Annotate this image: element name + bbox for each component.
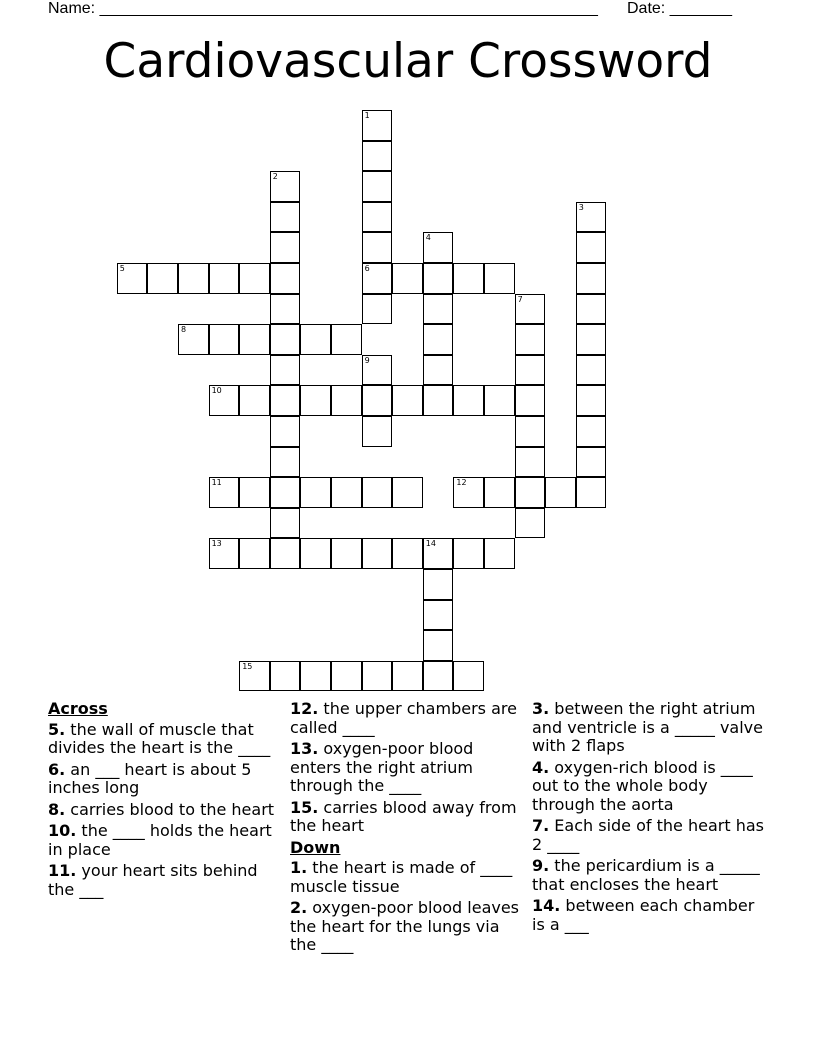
- cell-number: 4: [425, 233, 431, 243]
- grid-cell[interactable]: [576, 324, 607, 355]
- grid-cell[interactable]: [209, 385, 240, 416]
- grid-cell[interactable]: [423, 232, 454, 263]
- clue-text: the heart is made of ____ muscle tissue: [290, 858, 513, 896]
- clue-across-15: [290, 799, 520, 836]
- clue-across-12: [290, 700, 520, 737]
- clue-text: oxygen-poor blood leaves the heart for the lungs via the ____: [290, 898, 520, 954]
- clue-down-7: [532, 817, 772, 854]
- clue-text: carries blood away from the heart: [290, 797, 517, 835]
- grid-cell[interactable]: [423, 263, 454, 294]
- grid-cell[interactable]: [423, 600, 454, 631]
- grid-cell[interactable]: [147, 263, 178, 294]
- grid-cell[interactable]: [392, 385, 423, 416]
- cell-number: 15: [242, 661, 253, 671]
- name-field-label: Name: ________________________________________________________: [48, 0, 598, 17]
- grid-cell[interactable]: [423, 661, 454, 692]
- cell-number: 12: [456, 478, 467, 488]
- cell-number: 10: [211, 386, 222, 396]
- clue-down-3: [532, 700, 772, 756]
- grid-cell[interactable]: [423, 385, 454, 416]
- grid-cell[interactable]: [515, 385, 546, 416]
- clue-across-6: [48, 761, 278, 798]
- date-field-label: Date: _______: [627, 0, 732, 17]
- clue-text: oxygen-rich blood is ____ out to the whole body through the aorta: [532, 757, 753, 814]
- cell-number: 7: [517, 294, 523, 304]
- grid-cell[interactable]: [362, 355, 393, 386]
- clue-down-14: [532, 897, 772, 934]
- grid-cell[interactable]: [270, 538, 301, 569]
- grid-cell[interactable]: [423, 355, 454, 386]
- grid-cell[interactable]: [270, 385, 301, 416]
- grid-cell[interactable]: [209, 324, 240, 355]
- clue-text: the wall of muscle that divides the heart is the ____: [48, 719, 271, 757]
- clue-down-1: [290, 859, 520, 896]
- across-clues-column-1: [48, 700, 278, 902]
- grid-cell[interactable]: [576, 294, 607, 325]
- cell-number: 8: [181, 325, 187, 335]
- clue-text: your heart sits behind the ___: [48, 861, 258, 899]
- clue-text: carries blood to the heart: [65, 799, 275, 819]
- clue-number: 12.: [290, 699, 319, 718]
- grid-cell[interactable]: [423, 294, 454, 325]
- grid-cell[interactable]: [484, 263, 515, 294]
- clue-across-11: [48, 862, 278, 899]
- grid-cell[interactable]: [515, 324, 546, 355]
- grid-cell[interactable]: [270, 202, 301, 233]
- grid-cell[interactable]: [239, 538, 270, 569]
- grid-cell[interactable]: [515, 355, 546, 386]
- page-title: Cardiovascular Crossword: [103, 34, 713, 89]
- clue-text: an ___ heart is about 5 inches long: [48, 759, 252, 797]
- grid-cell[interactable]: [423, 569, 454, 600]
- grid-cell[interactable]: [515, 416, 546, 447]
- grid-cell[interactable]: [362, 477, 393, 508]
- grid-cell[interactable]: [453, 263, 484, 294]
- clue-across-8: [48, 801, 278, 820]
- grid-cell[interactable]: [362, 294, 393, 325]
- grid-cell[interactable]: [453, 538, 484, 569]
- grid-cell[interactable]: [270, 477, 301, 508]
- clue-number: 4.: [532, 757, 550, 777]
- clue-number: 14.: [532, 896, 561, 915]
- grid-cell[interactable]: [300, 538, 331, 569]
- cell-number: 1: [364, 111, 370, 120]
- clue-number: 8.: [48, 799, 66, 819]
- down-clues-column-3: [532, 700, 772, 937]
- grid-cell[interactable]: [239, 477, 270, 508]
- grid-cell[interactable]: [362, 232, 393, 263]
- clue-number: 7.: [532, 816, 550, 835]
- clue-number: 6.: [48, 759, 66, 779]
- cell-number: 5: [119, 264, 125, 273]
- cell-number: 9: [364, 355, 370, 365]
- grid-cell[interactable]: [270, 232, 301, 263]
- grid-cell[interactable]: [576, 263, 607, 294]
- grid-cell[interactable]: [362, 385, 393, 416]
- clue-down-9: [532, 857, 772, 894]
- grid-cell[interactable]: [239, 263, 270, 294]
- grid-cell[interactable]: [362, 202, 393, 233]
- grid-cell[interactable]: [239, 385, 270, 416]
- clue-across-5: [48, 721, 278, 758]
- clue-number: 1.: [290, 858, 308, 877]
- grid-cell[interactable]: [331, 385, 362, 416]
- grid-cell[interactable]: [515, 508, 546, 539]
- clue-number: 2.: [290, 898, 308, 917]
- grid-cell[interactable]: [453, 385, 484, 416]
- grid-cell[interactable]: [453, 477, 484, 508]
- grid-cell[interactable]: [270, 294, 301, 325]
- grid-cell[interactable]: [270, 171, 301, 202]
- cell-number: 11: [211, 478, 222, 488]
- grid-cell[interactable]: [576, 477, 607, 508]
- grid-cell[interactable]: [362, 538, 393, 569]
- clue-text: the upper chambers are called ____: [290, 699, 517, 737]
- grid-cell[interactable]: [576, 232, 607, 263]
- clue-across-10: [48, 822, 278, 859]
- clue-number: 13.: [290, 739, 319, 758]
- cell-number: 2: [272, 172, 278, 182]
- clue-number: 11.: [48, 861, 77, 880]
- grid-cell[interactable]: [453, 661, 484, 692]
- clue-number: 3.: [532, 699, 550, 718]
- grid-cell[interactable]: [270, 661, 301, 692]
- grid-cell[interactable]: [209, 477, 240, 508]
- grid-cell[interactable]: [239, 661, 270, 692]
- clue-text: between each chamber is a ___: [532, 896, 755, 934]
- clue-number: 9.: [532, 856, 550, 875]
- grid-cell[interactable]: [270, 447, 301, 478]
- grid-cell[interactable]: [270, 263, 301, 294]
- grid-cell[interactable]: [576, 416, 607, 447]
- grid-cell[interactable]: [270, 324, 301, 355]
- clue-across-13: [290, 740, 520, 796]
- grid-cell[interactable]: [392, 477, 423, 508]
- grid-cell[interactable]: [362, 661, 393, 692]
- grid-cell[interactable]: [300, 385, 331, 416]
- grid-cell[interactable]: [576, 202, 607, 233]
- cell-number: 3: [578, 202, 584, 212]
- grid-cell[interactable]: [331, 477, 362, 508]
- grid-cell[interactable]: [576, 385, 607, 416]
- grid-cell[interactable]: [392, 538, 423, 569]
- clues-column-2: [290, 700, 520, 958]
- across-heading: Across: [48, 699, 108, 718]
- grid-cell[interactable]: [362, 171, 393, 202]
- cell-number: 14: [425, 539, 436, 549]
- clue-down-2: [290, 899, 520, 955]
- grid-cell[interactable]: [300, 477, 331, 508]
- grid-cell[interactable]: [209, 538, 240, 569]
- grid-cell[interactable]: [270, 508, 301, 539]
- grid-cell[interactable]: [484, 477, 515, 508]
- grid-cell[interactable]: [392, 661, 423, 692]
- cell-number: 6: [364, 264, 370, 273]
- grid-cell[interactable]: [331, 538, 362, 569]
- grid-cell[interactable]: [300, 324, 331, 355]
- clue-number: 10.: [48, 821, 77, 840]
- clue-text: the pericardium is a _____ that encloses the heart: [532, 856, 760, 894]
- clue-text: the ____ holds the heart in place: [48, 821, 272, 859]
- clue-text: between the right atrium and ventricle is a _____ valve with 2 flaps: [532, 699, 763, 755]
- grid-cell[interactable]: [392, 263, 423, 294]
- clue-text: oxygen-poor blood enters the right atrium through the ____: [290, 739, 474, 795]
- grid-cell[interactable]: [239, 324, 270, 355]
- grid-cell[interactable]: [484, 385, 515, 416]
- grid-cell[interactable]: [331, 661, 362, 692]
- grid-cell[interactable]: [331, 324, 362, 355]
- grid-cell[interactable]: [362, 263, 393, 294]
- grid-cell[interactable]: [270, 355, 301, 386]
- clue-text: Each side of the heart has 2 ____: [532, 816, 764, 854]
- grid-cell[interactable]: [270, 416, 301, 447]
- grid-cell[interactable]: [117, 263, 148, 294]
- cell-number: 13: [211, 539, 222, 549]
- clue-number: 15.: [290, 797, 319, 817]
- grid-cell[interactable]: [362, 416, 393, 447]
- grid-cell[interactable]: [423, 630, 454, 661]
- grid-cell[interactable]: [576, 447, 607, 478]
- clue-number: 5.: [48, 719, 66, 739]
- grid-cell[interactable]: [515, 294, 546, 325]
- grid-cell[interactable]: [423, 538, 454, 569]
- grid-cell[interactable]: [423, 324, 454, 355]
- down-heading: Down: [290, 837, 341, 857]
- grid-cell[interactable]: [545, 477, 576, 508]
- grid-cell[interactable]: [362, 141, 393, 172]
- grid-cell[interactable]: [300, 661, 331, 692]
- grid-cell[interactable]: [576, 355, 607, 386]
- grid-cell[interactable]: [209, 263, 240, 294]
- grid-cell[interactable]: [178, 263, 209, 294]
- clue-down-4: [532, 759, 772, 815]
- grid-cell[interactable]: [178, 324, 209, 355]
- grid-cell[interactable]: [362, 110, 393, 141]
- grid-cell[interactable]: [515, 477, 546, 508]
- grid-cell[interactable]: [484, 538, 515, 569]
- grid-cell[interactable]: [515, 447, 546, 478]
